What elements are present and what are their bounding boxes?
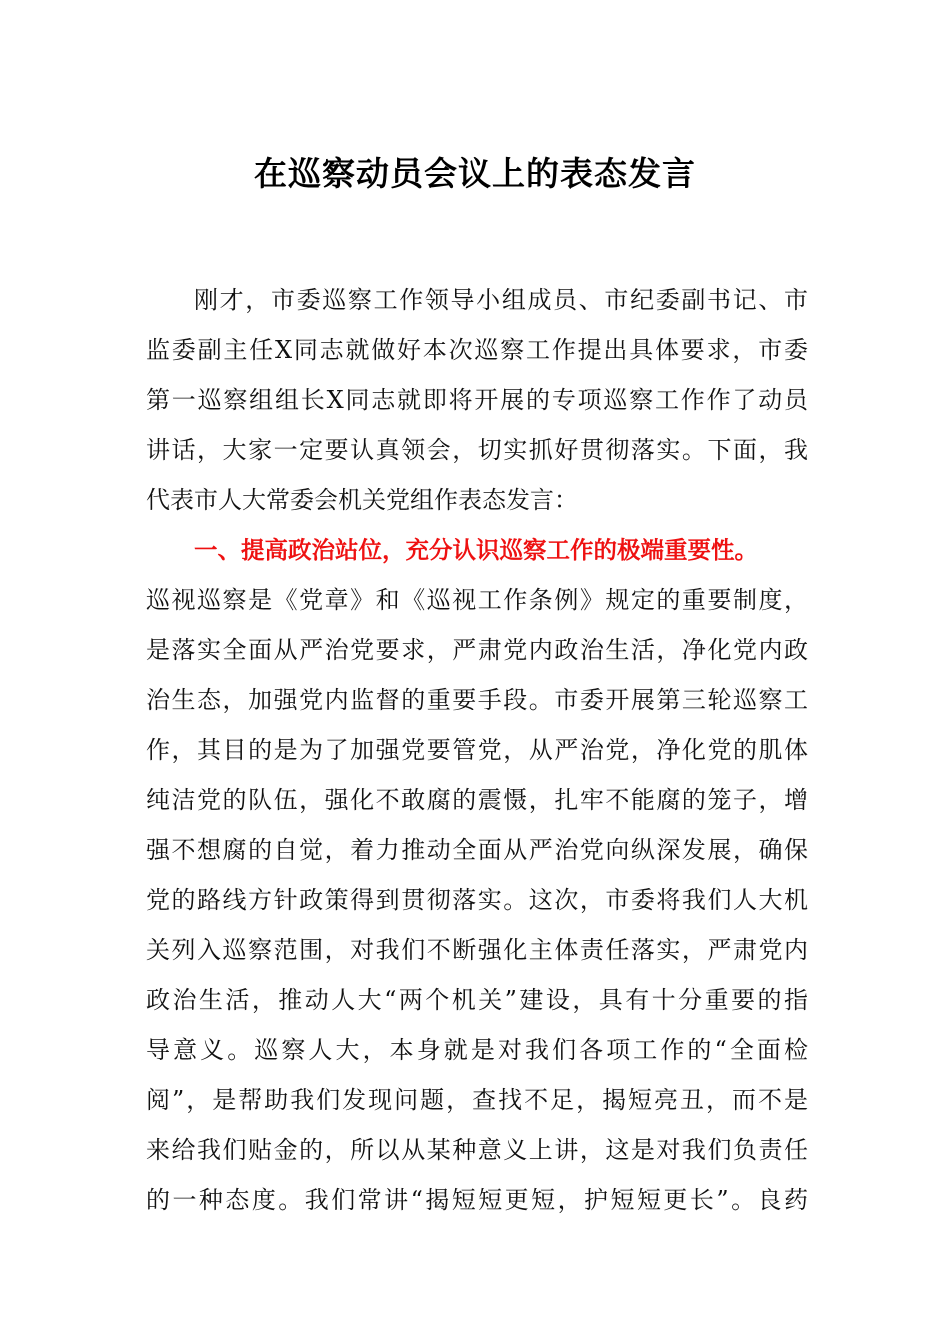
paragraph-line: 是落实全面从严治党要求，严肃党内政治生活，净化党内政 <box>146 636 808 664</box>
paragraph-line: 导意义。巡察人大，本身就是对我们各项工作的“全面检 <box>146 1036 808 1064</box>
paragraph-line: 作，其目的是为了加强党要管党，从严治党，净化党的肌体 <box>146 736 808 764</box>
paragraph-line: 治生态，加强党内监督的重要手段。市委开展第三轮巡察工 <box>146 686 808 714</box>
paragraph-line: 讲话，大家一定要认真领会，切实抓好贯彻落实。下面，我 <box>146 436 808 464</box>
paragraph-line: 巡视巡察是《党章》和《巡视工作条例》规定的重要制度， <box>146 586 808 614</box>
paragraph-line: 来给我们贴金的，所以从某种意义上讲，这是对我们负责任 <box>146 1136 808 1164</box>
paragraph-line: 纯洁党的队伍，强化不敢腐的震慑，扎牢不能腐的笼子，增 <box>146 786 808 814</box>
paragraph-line: 阅”，是帮助我们发现问题，查找不足，揭短亮丑，而不是 <box>146 1086 808 1114</box>
paragraph-line: 代表市人大常委会机关党组作表态发言： <box>146 486 578 514</box>
document-title: 在巡察动员会议上的表态发言 <box>254 154 696 193</box>
paragraph-line: 党的路线方针政策得到贯彻落实。这次，市委将我们人大机 <box>146 886 808 914</box>
paragraph-line: 强不想腐的自觉，着力推动全面从严治党向纵深发展，确保 <box>146 836 808 864</box>
paragraph-line: 的一种态度。我们常讲“揭短短更短，护短短更长”。良药 <box>146 1186 808 1214</box>
paragraph-line: 关列入巡察范围，对我们不断强化主体责任落实，严肃党内 <box>146 936 808 964</box>
paragraph-line: 第一巡察组组长X同志就即将开展的专项巡察工作作了动员 <box>146 386 808 414</box>
document-body <box>146 275 808 1225</box>
paragraph-line: 刚才，市委巡察工作领导小组成员、市纪委副书记、市 <box>194 286 808 314</box>
paragraph-line: 政治生活，推动人大“两个机关”建设，具有十分重要的指 <box>146 986 808 1014</box>
section-heading: 一、提高政治站位，充分认识巡察工作的极端重要性。 <box>194 536 758 564</box>
paragraph-line: 监委副主任X同志就做好本次巡察工作提出具体要求，市委 <box>146 336 808 364</box>
